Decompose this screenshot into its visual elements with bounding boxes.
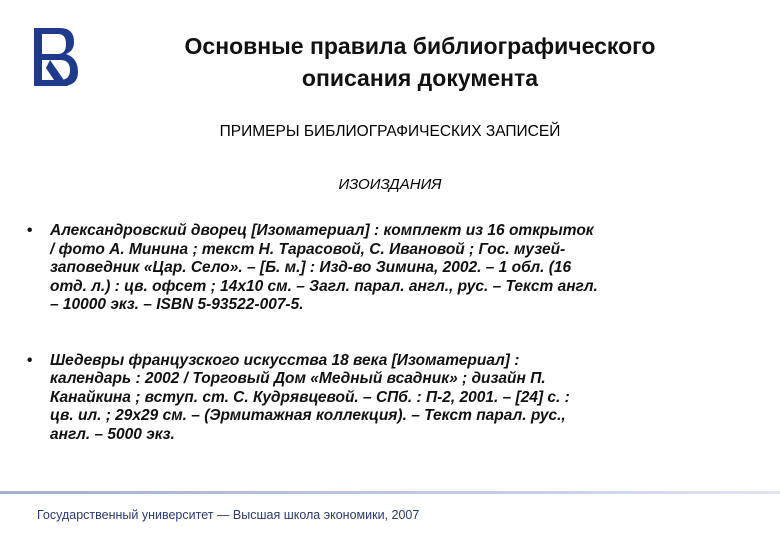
entry-text — [50, 352, 768, 445]
entry-line: англ. – 5000 экз. — [50, 425, 175, 443]
entry-line: Шедевры французского искусства 18 века [Изоматериал] : — [50, 351, 520, 369]
entry-line: Канайкина ; вступ. ст. С. Кудрявцевой. – СПб. : П-2, 2001. – [24] с. : — [50, 388, 570, 406]
slide-title-line-1: Основные правила библиографического — [184, 33, 656, 59]
slide-title — [100, 30, 740, 94]
entry-line: – 10000 экз. – ISBN 5-93522-007-5. — [50, 296, 304, 313]
slide-title-line-2: описания документа — [301, 65, 539, 91]
list-item — [0, 222, 780, 315]
subtitle: ПРИМЕРЫ БИБЛИОГРАФИЧЕСКИХ ЗАПИСЕЙ — [219, 123, 561, 140]
footer-text: Государственный университет — Высшая школа экономики, 2007 — [37, 508, 420, 522]
entry-line: отд. л.) : цв. офсет ; 14х10 см. – Загл. парал. англ., рус. – Текст англ. — [50, 277, 598, 295]
entry-line: цв. ил. ; 29х29 см. – (Эрмитажная коллекция). – Текст парал. рус., — [50, 407, 566, 424]
entry-line: календарь : 2002 / Торговый Дом «Медный всадник» ; дизайн П. — [50, 370, 546, 387]
section-heading: ИЗОИЗДАНИЯ — [338, 176, 442, 193]
bullet: • — [27, 222, 33, 239]
footer-divider — [0, 491, 780, 494]
bullet: • — [27, 351, 33, 369]
entry-line: / фото А. Минина ; текст Н. Тарасовой, С. Ивановой ; Гос. музей- — [50, 240, 566, 258]
entry-line: Александровский дворец [Изоматериал] : комплект из 16 открыток — [50, 222, 594, 239]
hse-logo — [28, 20, 86, 94]
entries-list — [0, 222, 780, 444]
entry-text — [50, 222, 768, 315]
entry-line: заповедник «Цар. Село». – [Б. м.] : Изд-во Зимина, 2002. – 1 обл. (16 — [50, 259, 572, 276]
list-item — [0, 352, 780, 445]
